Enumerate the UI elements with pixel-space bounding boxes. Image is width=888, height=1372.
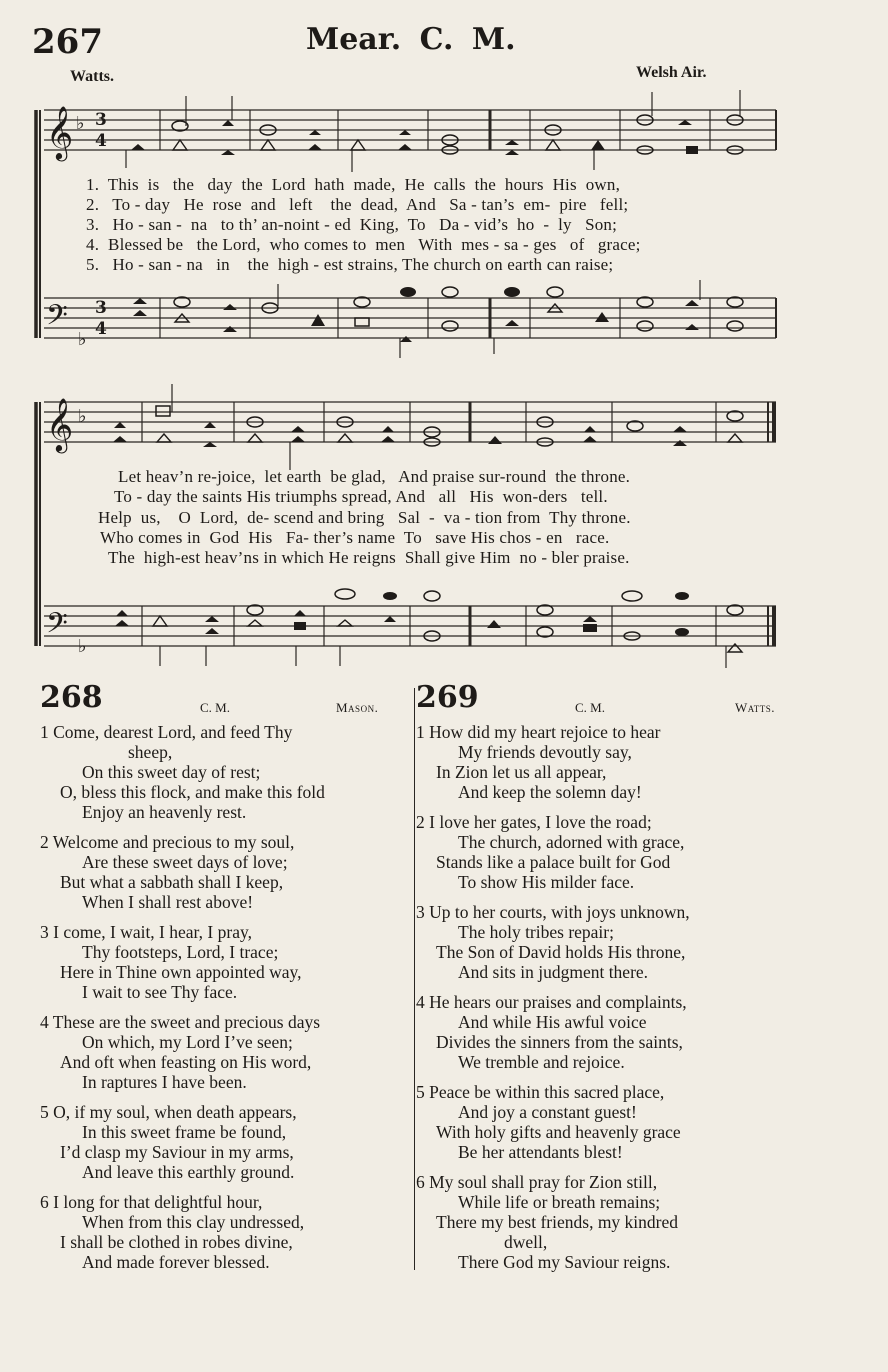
verse-line: There my best friends, my kindred xyxy=(436,1212,679,1232)
verse-5 xyxy=(416,1082,788,1162)
verse-line: 3 I come, I wait, I hear, I pray, xyxy=(40,922,252,942)
verse-2 xyxy=(40,832,408,912)
bass-clef-icon: 𝄢 xyxy=(46,607,68,647)
verse-line: And joy a constant guest! xyxy=(458,1102,637,1122)
verse-line: 2 Welcome and precious to my soul, xyxy=(40,832,295,852)
hymn-269-text xyxy=(416,722,788,1282)
verse-line: And leave this earthly ground. xyxy=(82,1162,295,1182)
verse-line: And keep the solemn day! xyxy=(458,782,642,802)
lyric-line-5b: The high-est heav’ns in which He reigns Shall give Him no - bler praise. xyxy=(108,548,630,567)
lyric-line-1: 1. This is the day the Lord hath made, He calls the hours His own, xyxy=(86,175,621,194)
music-credit: Welsh Air. xyxy=(636,64,707,81)
hymn-269-number: 269 xyxy=(416,680,479,715)
verse-line: My friends devoutly say, xyxy=(458,742,632,762)
verse-1 xyxy=(416,722,788,802)
verse-line: And made forever blessed. xyxy=(82,1252,270,1272)
flat-icon: ♭ xyxy=(78,406,87,427)
verse-line: There God my Saviour reigns. xyxy=(458,1252,671,1272)
flat-icon: ♭ xyxy=(78,636,87,657)
verse-1 xyxy=(40,722,408,822)
hymn-number-267: 267 xyxy=(32,22,103,62)
verse-6 xyxy=(416,1172,788,1272)
verse-line: The Son of David holds His throne, xyxy=(436,942,686,962)
verse-line: 6 I long for that delightful hour, xyxy=(40,1192,263,1212)
verse-line: But what a sabbath shall I keep, xyxy=(60,872,284,892)
words-credit: Watts. xyxy=(70,68,114,85)
verse-line: On this sweet day of rest; xyxy=(82,762,261,782)
verse-3 xyxy=(416,902,788,982)
verse-line: When from this clay undressed, xyxy=(82,1212,305,1232)
lyric-line-4b: Who comes in God His Fa- ther’s name To save His chos - en race. xyxy=(100,528,610,547)
lyric-line-1b: Let heav’n re-joice, let earth be glad, And praise sur-round the throne. xyxy=(118,467,631,486)
verse-line: 4 These are the sweet and precious days xyxy=(40,1012,321,1032)
verse-line: On which, my Lord I’ve seen; xyxy=(82,1032,293,1052)
verse-line: In this sweet frame be found, xyxy=(82,1122,287,1142)
verse-5 xyxy=(40,1102,408,1182)
verse-line: 4 He hears our praises and complaints, xyxy=(416,992,687,1012)
hymn-268-number: 268 xyxy=(40,680,103,715)
svg-text:4: 4 xyxy=(95,131,107,151)
verse-line: With holy gifts and heavenly grace xyxy=(436,1122,681,1142)
verse-3 xyxy=(40,922,408,1002)
treble-clef-icon: 𝄞 xyxy=(46,397,74,451)
verse-line: dwell, xyxy=(504,1232,548,1252)
hymn-268-text xyxy=(40,722,408,1282)
verse-line: Divides the sinners from the saints, xyxy=(436,1032,683,1052)
verse-line: 3 Up to her courts, with joys unknown, xyxy=(416,902,690,922)
verse-line: 6 My soul shall pray for Zion still, xyxy=(416,1172,658,1192)
tune-title: Mear. C. M. xyxy=(306,22,516,57)
verse-line: And oft when feasting on His word, xyxy=(60,1052,312,1072)
lyric-line-3: 3. Ho - san - na to th’ an-noint - ed King, To Da - vid’s ho - ly Son; xyxy=(86,215,618,234)
hymn-268-author: Mason. xyxy=(336,700,379,715)
verse-line: To show His milder face. xyxy=(458,872,635,892)
hymn-268-meter: C. M. xyxy=(200,700,230,715)
verse-line: 5 Peace be within this sacred place, xyxy=(416,1082,665,1102)
verse-line: 1 Come, dearest Lord, and feed Thy xyxy=(40,722,293,742)
verse-line: In Zion let us all appear, xyxy=(436,762,607,782)
verse-line: sheep, xyxy=(128,742,173,762)
verse-line: Thy footsteps, Lord, I trace; xyxy=(82,942,279,962)
verse-line: And while His awful voice xyxy=(458,1012,647,1032)
verse-line: Be her attendants blest! xyxy=(458,1142,623,1162)
verse-line: Stands like a palace built for God xyxy=(436,852,671,872)
lyric-line-3b: Help us, O Lord, de- scend and bring Sal - va - tion from Thy throne. xyxy=(98,508,631,527)
lyric-line-2: 2. To - day He rose and left the dead, And Sa - tan’s em- pire fell; xyxy=(86,195,629,214)
verse-line: Here in Thine own appointed way, xyxy=(60,962,302,982)
lyric-line-2b: To - day the saints His triumphs spread, And all His won-ders tell. xyxy=(114,487,608,506)
svg-text:3: 3 xyxy=(95,110,107,130)
verse-2 xyxy=(416,812,788,892)
verse-line: 5 O, if my soul, when death appears, xyxy=(40,1102,297,1122)
verse-line: I’d clasp my Saviour in my arms, xyxy=(60,1142,294,1162)
verse-4 xyxy=(40,1012,408,1092)
lyric-line-4: 4. Blessed be the Lord, who comes to men With mes - sa - ges of grace; xyxy=(86,235,641,254)
hymn-269-author: Watts. xyxy=(735,700,776,715)
verse-6 xyxy=(40,1192,408,1272)
verse-line: And sits in judgment there. xyxy=(458,962,649,982)
column-divider xyxy=(414,688,415,1270)
lyric-line-5: 5. Ho - san - na in the high - est strains, The church on earth can raise; xyxy=(86,255,614,274)
treble-clef-icon: 𝄞 xyxy=(46,105,74,159)
verse-line: O, bless this flock, and make this fold xyxy=(60,782,325,802)
verse-line: While life or breath remains; xyxy=(458,1192,661,1212)
verse-line: In raptures I have been. xyxy=(82,1072,247,1092)
flat-icon: ♭ xyxy=(76,113,85,134)
svg-text:4: 4 xyxy=(95,319,107,339)
flat-icon: ♭ xyxy=(78,329,87,350)
verse-line: The holy tribes repair; xyxy=(458,922,614,942)
treble-staff-1 xyxy=(44,110,776,150)
verse-line: The church, adorned with grace, xyxy=(458,832,685,852)
bass-clef-icon: 𝄢 xyxy=(46,299,68,339)
verse-line: 2 I love her gates, I love the road; xyxy=(416,812,652,832)
svg-text:3: 3 xyxy=(95,298,107,318)
verse-4 xyxy=(416,992,788,1072)
verse-line: We tremble and rejoice. xyxy=(458,1052,625,1072)
verse-line: I shall be clothed in robes divine, xyxy=(60,1232,293,1252)
verse-line: I wait to see Thy face. xyxy=(82,982,238,1002)
verse-line: Are these sweet days of love; xyxy=(82,852,288,872)
verse-line: When I shall rest above! xyxy=(82,892,254,912)
verse-line: 1 How did my heart rejoice to hear xyxy=(416,722,661,742)
hymn-269-meter: C. M. xyxy=(575,700,605,715)
bass-staff-1 xyxy=(44,298,776,338)
verse-line: Enjoy an heavenly rest. xyxy=(82,802,247,822)
